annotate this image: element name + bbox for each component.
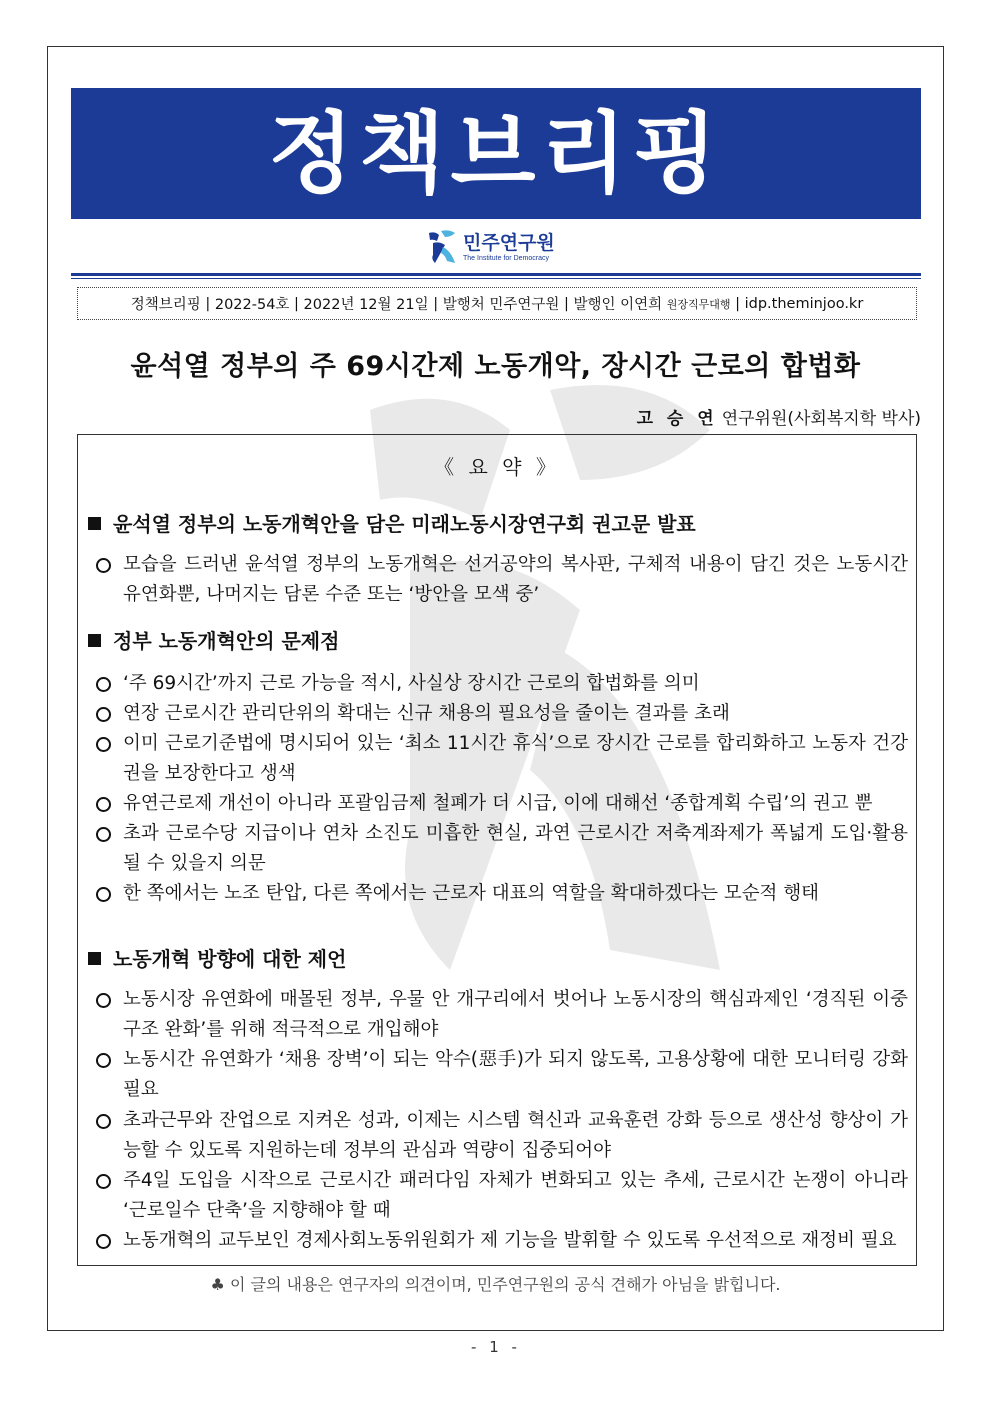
list-item: 유연근로제 개선이 아니라 포괄임금제 철폐가 더 시급, 이에 대해선 ‘종합계획 수립’의 권고 뿐 bbox=[96, 789, 908, 819]
circle-bullet-icon bbox=[96, 789, 116, 822]
info-publisher: 발행처 민주연구원 bbox=[442, 297, 560, 313]
square-bullet-icon bbox=[88, 952, 101, 965]
list-item: 한 쪽에서는 노조 탄압, 다른 쪽에서는 근로자 대표의 역할을 확대하겠다는 모순적 행태 bbox=[96, 879, 908, 909]
page-number: - 1 - bbox=[471, 1338, 521, 1356]
list-item: 모습을 드러낸 윤석열 정부의 노동개혁은 선거공약의 복사판, 구체적 내용이 담긴 것은 노동시간 유연화뿐, 나머지는 담론 수준 또는 ‘방안을 모색 중’ bbox=[96, 550, 908, 610]
logo-name: 민주연구원 bbox=[463, 231, 555, 254]
publication-info-bar: 정책브리핑 | 2022-54호 | 2022년 12월 21일 | 발행처 민주연구원 | 발행인 이연희 원장직무대행 | idp.theminjoo.kr bbox=[77, 287, 917, 320]
info-issuer: 발행인 이연희 bbox=[573, 297, 663, 313]
list-item: 노동시장 유연화에 매몰된 정부, 우물 안 개구리에서 벗어나 노동시장의 핵심과제인 ‘경직된 이중구조 완화’를 위해 적극적으로 개입해야 bbox=[96, 985, 908, 1045]
section-heading: 윤석열 정부의 노동개혁안을 담은 미래노동시장연구회 권고문 발표 bbox=[88, 508, 696, 537]
circle-bullet-icon bbox=[96, 985, 116, 1018]
logo-subtitle: The Institute for Democracy bbox=[463, 254, 549, 262]
banner-title: 정책브리핑 bbox=[268, 101, 724, 205]
list-item: ‘주 69시간’까지 근로 가능을 적시, 사실상 장시간 근로의 합법화를 의미 bbox=[96, 669, 908, 699]
circle-bullet-icon bbox=[96, 699, 116, 732]
circle-bullet-icon bbox=[96, 1045, 116, 1078]
author-name: 고 승 연 bbox=[636, 409, 718, 429]
list-item: 연장 근로시간 관리단위의 확대는 신규 채용의 필요성을 줄이는 결과를 초래 bbox=[96, 699, 908, 729]
circle-bullet-icon bbox=[96, 729, 116, 762]
author-role: 연구위원(사회복지학 박사) bbox=[721, 409, 921, 429]
summary-heading: 《 요 약 》 bbox=[434, 455, 560, 479]
header-banner bbox=[71, 88, 921, 219]
institute-logo bbox=[425, 226, 555, 268]
disclaimer-note: ♣ 이 글의 내용은 연구자의 의견이며, 민주연구원의 공식 견해가 아님을 밝힙니다. bbox=[210, 1275, 781, 1294]
info-issuer-role: 원장직무대행 bbox=[666, 297, 731, 311]
square-bullet-icon bbox=[88, 517, 101, 530]
info-number: 2022-54호 bbox=[214, 297, 290, 313]
circle-bullet-icon bbox=[96, 1106, 116, 1139]
circle-bullet-icon bbox=[96, 1226, 116, 1259]
list-item: 초과근무와 잔업으로 지켜온 성과, 이제는 시스템 혁신과 교육훈련 강화 등으로 생산성 향상이 가능할 수 있도록 지원하는데 정부의 관심과 역량이 집중되어야 bbox=[96, 1106, 908, 1166]
square-bullet-icon bbox=[88, 634, 101, 647]
author-line bbox=[637, 404, 921, 429]
info-date: 2022년 12월 21일 bbox=[303, 297, 429, 313]
institute-logo-icon bbox=[425, 227, 459, 267]
list-item: 초과 근로수당 지급이나 연차 소진도 미흡한 현실, 과연 근로시간 저축계좌제가 폭넓게 도입·활용될 수 있을지 의문 bbox=[96, 819, 908, 879]
list-item: 노동개혁의 교두보인 경제사회노동위원회가 제 기능을 발휘할 수 있도록 우선적으로 재정비 필요 bbox=[96, 1226, 908, 1256]
summary-box bbox=[77, 434, 917, 1266]
circle-bullet-icon bbox=[96, 550, 116, 583]
info-website[interactable]: idp.theminjoo.kr bbox=[744, 295, 864, 312]
list-item: 주4일 도입을 시작으로 근로시간 패러다임 자체가 변화되고 있는 추세, 근로시간 논쟁이 아니라 ‘근로일수 단축’을 지향해야 할 때 bbox=[96, 1166, 908, 1226]
circle-bullet-icon bbox=[96, 669, 116, 702]
circle-bullet-icon bbox=[96, 819, 116, 852]
header-rule-thin bbox=[71, 278, 921, 279]
list-item: 노동시간 유연화가 ‘채용 장벽’이 되는 악수(惡手)가 되지 않도록, 고용상황에 대한 모니터링 강화 필요 bbox=[96, 1045, 908, 1105]
circle-bullet-icon bbox=[96, 879, 116, 912]
info-series: 정책브리핑 bbox=[130, 297, 201, 313]
list-item: 이미 근로기준법에 명시되어 있는 ‘최소 11시간 휴식’으로 장시간 근로를 합리화하고 노동자 건강권을 보장한다고 생색 bbox=[96, 729, 908, 789]
section-heading: 정부 노동개혁안의 문제점 bbox=[88, 625, 339, 654]
section-heading: 노동개혁 방향에 대한 제언 bbox=[88, 943, 346, 972]
circle-bullet-icon bbox=[96, 1166, 116, 1199]
header-rule-thick bbox=[71, 273, 921, 276]
document-title: 윤석열 정부의 주 69시간제 노동개악, 장시간 근로의 합법화 bbox=[130, 351, 861, 382]
